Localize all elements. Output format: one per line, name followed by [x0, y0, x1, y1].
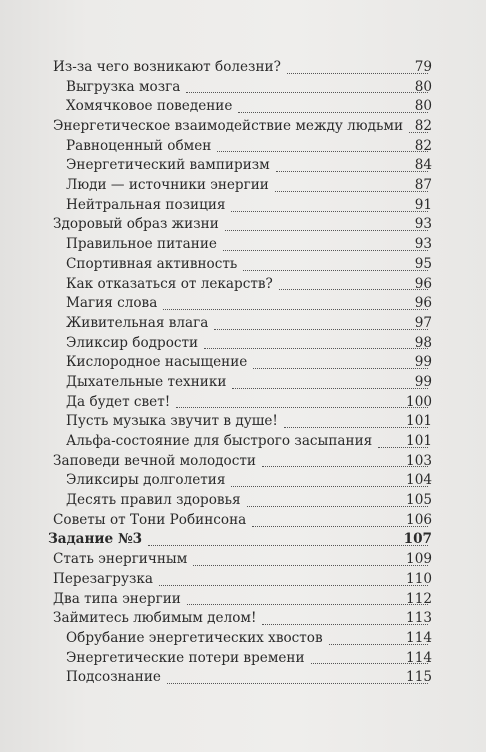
toc-entry-page: 98 [414, 334, 432, 351]
toc-entry-page: 101 [406, 413, 432, 430]
toc-entry-title: Нейтральная позиция [66, 196, 226, 213]
toc-entry-title: Здоровый образ жизни [53, 216, 219, 233]
toc-entry-title: Хомячковое поведение [66, 98, 233, 115]
toc-entry-title: Живительная влага [66, 314, 209, 331]
toc-entry-title: Подсознание [66, 669, 161, 686]
toc-entry [0, 629, 486, 649]
toc-entry-title: Эликсир бодрости [66, 334, 199, 351]
toc-entry-page: 82 [414, 137, 432, 154]
toc-entry-page: 112 [406, 590, 432, 607]
toc-entry [0, 570, 486, 590]
toc-entry-title: Дыхательные техники [66, 373, 227, 390]
toc-entry-page: 95 [414, 255, 432, 272]
toc-entry-title: Заповеди вечной молодости [53, 452, 256, 469]
toc-entry-title: Займитесь любимым делом! [53, 610, 257, 627]
toc-entry-page: 79 [414, 58, 432, 75]
toc-entry-title: Люди — источники энергии [66, 177, 269, 194]
toc-entry [0, 314, 486, 334]
toc-entry-page: 103 [406, 452, 432, 469]
toc-entry-page: 106 [406, 511, 432, 528]
toc-entry [0, 668, 486, 688]
toc-entry-title: Энергетические потери времени [66, 649, 305, 666]
toc-entry-title: Обрубание энергетических хвостов [66, 629, 323, 646]
toc-entry-title: Правильное питание [66, 236, 217, 253]
toc-entry-title: Спортивная активность [66, 255, 238, 272]
toc-entry-title: Стать энергичным [53, 551, 188, 568]
toc-entry-title: Перезагрузка [53, 570, 154, 587]
toc-entry-title: Выгрузка мозга [66, 78, 181, 95]
toc-entry-title: Советы от Тони Робинсона [53, 511, 247, 528]
toc-entry-page: 97 [414, 314, 432, 331]
toc-entry-page: 115 [406, 669, 432, 686]
toc-entry [0, 649, 486, 669]
toc-entry-title: Пусть музыка звучит в душе! [66, 413, 278, 430]
toc-entry [0, 156, 486, 176]
toc-entry-page: 93 [414, 216, 432, 233]
toc-entry-title: Десять правил здоровья [66, 492, 241, 509]
toc-entry [0, 196, 486, 216]
toc-entry [0, 531, 486, 551]
toc-entry [0, 353, 486, 373]
toc-entry [0, 491, 486, 511]
toc-entry-title: Да будет свет! [66, 393, 171, 410]
toc-entry-page: 113 [406, 610, 432, 627]
toc-entry-page: 82 [414, 118, 432, 135]
toc-entry [0, 78, 486, 98]
toc-entry-title: Равноценный обмен [66, 137, 212, 154]
toc-entry-page: 114 [406, 629, 432, 646]
toc-entry [0, 432, 486, 452]
toc-entry [0, 255, 486, 275]
toc-entry-title: Альфа-состояние для быстрого засыпания [66, 433, 373, 450]
toc-entry-title: Энергетический вампиризм [66, 157, 270, 174]
toc-entry-title: Из-за чего возникают болезни? [53, 58, 281, 75]
toc-entry [0, 176, 486, 196]
toc-entry-page: 99 [414, 373, 432, 390]
toc-entry-page: 99 [414, 354, 432, 371]
toc-entry-page: 96 [414, 295, 432, 312]
toc-entry [0, 97, 486, 117]
toc-entry [0, 334, 486, 354]
toc-entry-title: Эликсиры долголетия [66, 472, 226, 489]
toc-entry-page: 91 [414, 196, 432, 213]
toc-entry [0, 373, 486, 393]
toc-entry-title: Задание №3 [48, 531, 143, 548]
toc-entry-title: Два типа энергии [53, 590, 181, 607]
toc-entry-page: 109 [406, 551, 432, 568]
toc-entry [0, 294, 486, 314]
toc-entry-title: Магия слова [66, 295, 158, 312]
toc-entry-page: 93 [414, 236, 432, 253]
toc-entry [0, 117, 486, 137]
toc-entry-page: 96 [414, 275, 432, 292]
toc-entry [0, 609, 486, 629]
toc-entry-page: 80 [414, 78, 432, 95]
toc-entry-page: 105 [406, 492, 432, 509]
toc-entry-page: 87 [414, 177, 432, 194]
toc-entry-title: Энергетическое взаимодействие между людьми [53, 118, 404, 135]
toc-entry [0, 412, 486, 432]
toc-entry-title: Как отказаться от лекарств? [66, 275, 273, 292]
toc-entry [0, 550, 486, 570]
toc-entry-page: 114 [406, 649, 432, 666]
toc-entry [0, 235, 486, 255]
toc-entry-title: Кислородное насыщение [66, 354, 248, 371]
toc-entry [0, 590, 486, 610]
toc-entry-page: 101 [406, 433, 432, 450]
toc-entry-page: 100 [406, 393, 432, 410]
toc-entry-page: 84 [414, 157, 432, 174]
toc-entry-page: 104 [406, 472, 432, 489]
toc-entry [0, 137, 486, 157]
toc-entry-page: 80 [414, 98, 432, 115]
toc-entry [0, 216, 486, 236]
dot-leader [148, 545, 428, 546]
toc-entry [0, 393, 486, 413]
toc-entry [0, 511, 486, 531]
toc-entry [0, 452, 486, 472]
toc-entry-page: 110 [406, 570, 432, 587]
table-of-contents [0, 58, 486, 688]
toc-entry-page: 107 [403, 531, 432, 548]
toc-entry [0, 471, 486, 491]
toc-entry [0, 58, 486, 78]
toc-entry [0, 275, 486, 295]
